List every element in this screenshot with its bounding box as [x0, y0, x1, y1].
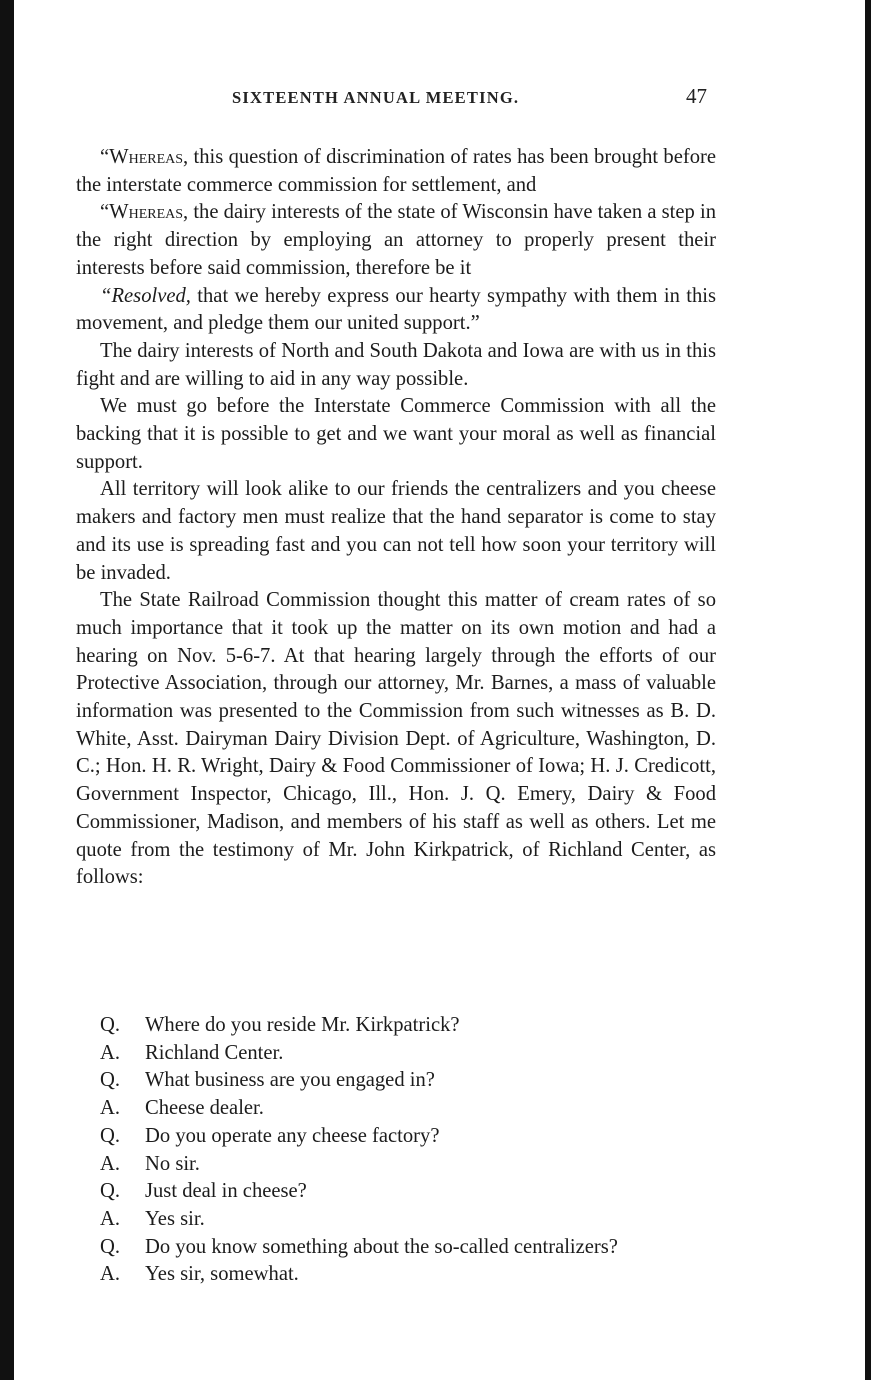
testimony-line — [100, 1012, 740, 1040]
whereas-word: “Whereas, — [100, 201, 189, 224]
testimony-line — [100, 1067, 740, 1095]
testimony-label: Q. — [100, 1069, 121, 1092]
whereas-text: this question of discrimination of rates has been brought before the interstate commerce commission for settlement, and — [76, 146, 716, 196]
testimony-text: Do you know something about the so-called centralizers? — [145, 1235, 618, 1258]
whereas-word: “Whereas, — [100, 146, 189, 168]
testimony-line — [100, 1040, 740, 1068]
page-header — [0, 84, 871, 116]
testimony-label: A. — [100, 1097, 121, 1120]
paragraph: The dairy interests of North and South Dakota and Iowa are with us in this fight and are willing to aid in any way possible. — [76, 339, 716, 390]
testimony-line — [100, 1151, 740, 1179]
testimony-label: Q. — [100, 1235, 121, 1258]
testimony-text: What business are you engaged in? — [145, 1069, 435, 1092]
testimony-line — [100, 1178, 740, 1206]
testimony-line — [100, 1206, 740, 1234]
testimony-text: Richland Center. — [145, 1041, 284, 1064]
scan-border-left — [0, 0, 14, 1380]
testimony-label: Q. — [100, 1124, 121, 1147]
testimony-line — [100, 1234, 740, 1262]
testimony-text: Where do you reside Mr. Kirkpatrick? — [145, 1014, 460, 1036]
testimony-text: Do you operate any cheese factory? — [145, 1124, 440, 1147]
scan-border-right — [865, 0, 871, 1380]
whereas-text: the dairy interests of the state of Wisconsin have taken a step in the right direction by employing an attorney to properly present their interests before said commission, therefore be it — [76, 201, 716, 279]
testimony-line — [100, 1123, 740, 1151]
whereas-paragraph — [76, 199, 716, 282]
whereas-paragraph — [76, 144, 716, 199]
testimony-label: A. — [100, 1152, 121, 1175]
testimony-list — [100, 1012, 740, 1289]
resolved-paragraph — [76, 283, 716, 338]
testimony-text: Yes sir, somewhat. — [145, 1263, 299, 1286]
resolved-word: “Resolved, — [100, 284, 191, 307]
testimony-label: Q. — [100, 1014, 121, 1036]
testimony-text: Just deal in cheese? — [145, 1180, 307, 1203]
body-text — [76, 144, 716, 892]
testimony-text: No sir. — [145, 1152, 200, 1175]
testimony-label: A. — [100, 1207, 121, 1230]
testimony-label: Q. — [100, 1180, 121, 1203]
paragraph: We must go before the Interstate Commerce Commission with all the backing that it is possible to get and we want your moral as well as financial support. — [76, 395, 716, 473]
testimony-text: Yes sir. — [145, 1207, 205, 1230]
running-head: SIXTEENTH ANNUAL MEETING. — [232, 88, 520, 107]
testimony-line — [100, 1095, 740, 1123]
resolved-text: that we hereby express our hearty sympathy with them in this movement, and pledge them our united support.” — [76, 284, 716, 335]
paragraph: All territory will look alike to our friends the centralizers and you cheese makers and factory men must realize that the hand separator is come to stay and its use is spreading fast and you can not tell how soon your territory will be invaded. — [76, 478, 716, 584]
page-number: 47 — [686, 84, 707, 108]
testimony-text: Cheese dealer. — [145, 1097, 264, 1120]
testimony-line — [100, 1261, 740, 1289]
paragraph: The State Railroad Commission thought this matter of cream rates of so much importance that it took up the matter on its own motion and had a hearing on Nov. 5-6-7. At that hearing largely through the efforts of our Protective Association, through our attorney, Mr. Barnes, a mass of valuable information was presented to the Commission from such witnesses as B. D. White, Asst. Dairyman Dairy Division Dept. of Agriculture, Washington, D. C.; Hon. H. R. Wright, Dairy & Food Commissioner of Iowa; H. J. Credicott, Government Inspector, Chicago, Ill., Hon. J. Q. Emery, Dairy & Food Commissioner, Madison, and members of his staff as well as others. Let me quote from the testimony of Mr. John Kirkpatrick, of Richland Center, as follows: — [76, 589, 716, 889]
testimony-label: A. — [100, 1263, 121, 1286]
testimony-label: A. — [100, 1041, 121, 1064]
